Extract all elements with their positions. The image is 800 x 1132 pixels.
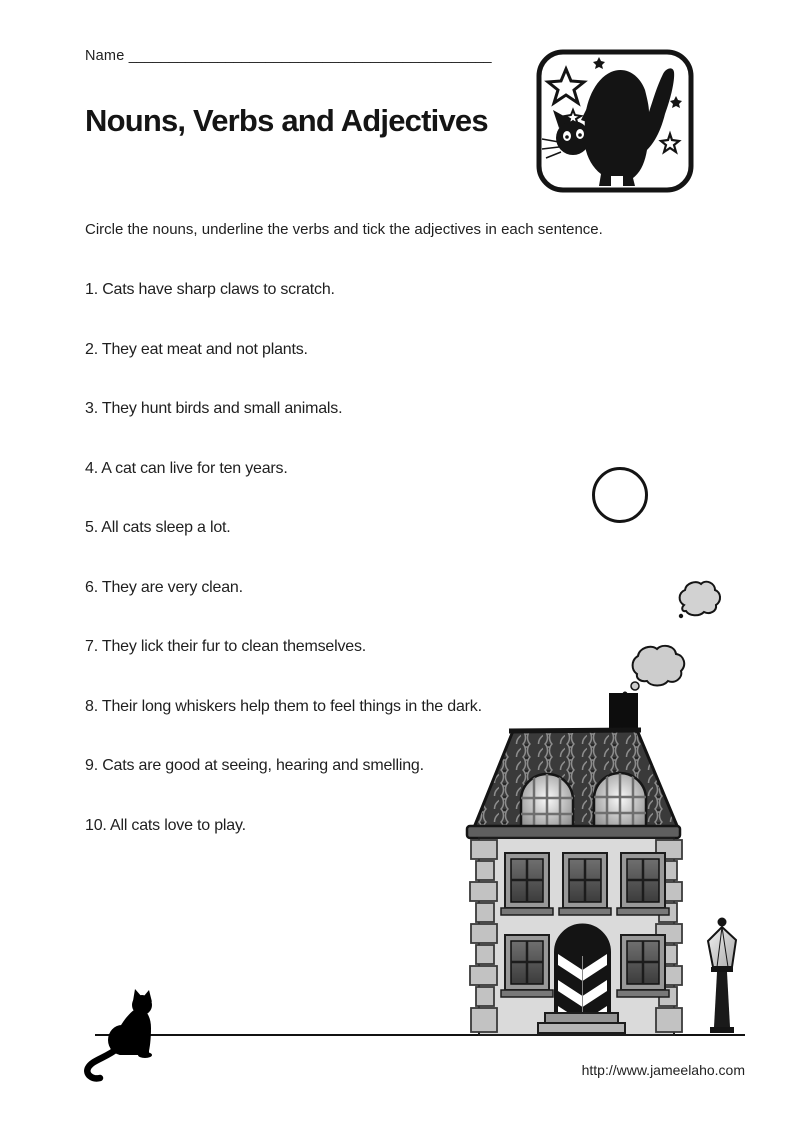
name-blank-line: _____________________________________________ <box>128 48 492 64</box>
sentence-item: 1. Cats have sharp claws to scratch. <box>85 281 335 298</box>
door-step-upper <box>545 1013 618 1023</box>
sentence-item: 4. A cat can live for ten years. <box>85 459 288 477</box>
sitting-cat-illustration <box>82 988 162 1088</box>
name-row <box>85 48 492 64</box>
cloud-shape <box>680 582 720 616</box>
upper-window <box>617 853 669 915</box>
lower-window <box>617 935 669 997</box>
lower-window <box>501 935 553 997</box>
sentence-item: 9. Cats are good at seeing, hearing and smelling. <box>85 757 424 774</box>
name-label: Name <box>85 48 125 64</box>
house-illustration <box>455 640 755 1040</box>
cornice <box>467 826 680 838</box>
upper-window <box>501 853 553 915</box>
black-cat-stamp-illustration <box>533 46 697 196</box>
moon-illustration <box>592 467 648 523</box>
sentence-item: 7. They lick their fur to clean themselves. <box>85 638 367 655</box>
sentence-item: 2. They eat meat and not plants. <box>85 340 308 358</box>
sentence-item: 3. They hunt birds and small animals. <box>85 400 343 417</box>
cat-pupil <box>578 133 582 137</box>
door-step-lower <box>538 1023 625 1033</box>
cat-paw <box>138 1052 152 1058</box>
cat-tail <box>87 1048 118 1078</box>
page-title: Nouns, Verbs and Adjectives <box>85 103 488 138</box>
sentence-item: 6. They are very clean. <box>85 578 243 596</box>
footer-url: http://www.jameelaho.com <box>581 1062 745 1078</box>
cat-front-leg <box>140 1028 149 1056</box>
chimney-smoke-cloud <box>633 646 685 686</box>
cat-haunch <box>108 1025 136 1055</box>
chimney <box>609 693 638 733</box>
smoke-dot <box>679 614 683 618</box>
sentence-item: 8. Their long whiskers help them to feel things in the dark. <box>85 697 482 715</box>
smoke-puff-illustration <box>672 575 724 625</box>
dormer-window <box>521 772 573 830</box>
roof-ridge <box>509 730 641 731</box>
smoke-trail-puff <box>631 682 639 690</box>
sentence-item: 5. All cats sleep a lot. <box>85 519 231 536</box>
instructions-text: Circle the nouns, underline the verbs and tick the adjectives in each sentence. <box>85 221 603 238</box>
cat-pupil <box>565 135 569 139</box>
upper-window <box>559 853 611 915</box>
sentence-item: 10. All cats love to play. <box>85 816 246 834</box>
dormer-window <box>594 771 646 830</box>
cat-head <box>556 121 590 155</box>
street-lamp <box>708 918 736 1034</box>
